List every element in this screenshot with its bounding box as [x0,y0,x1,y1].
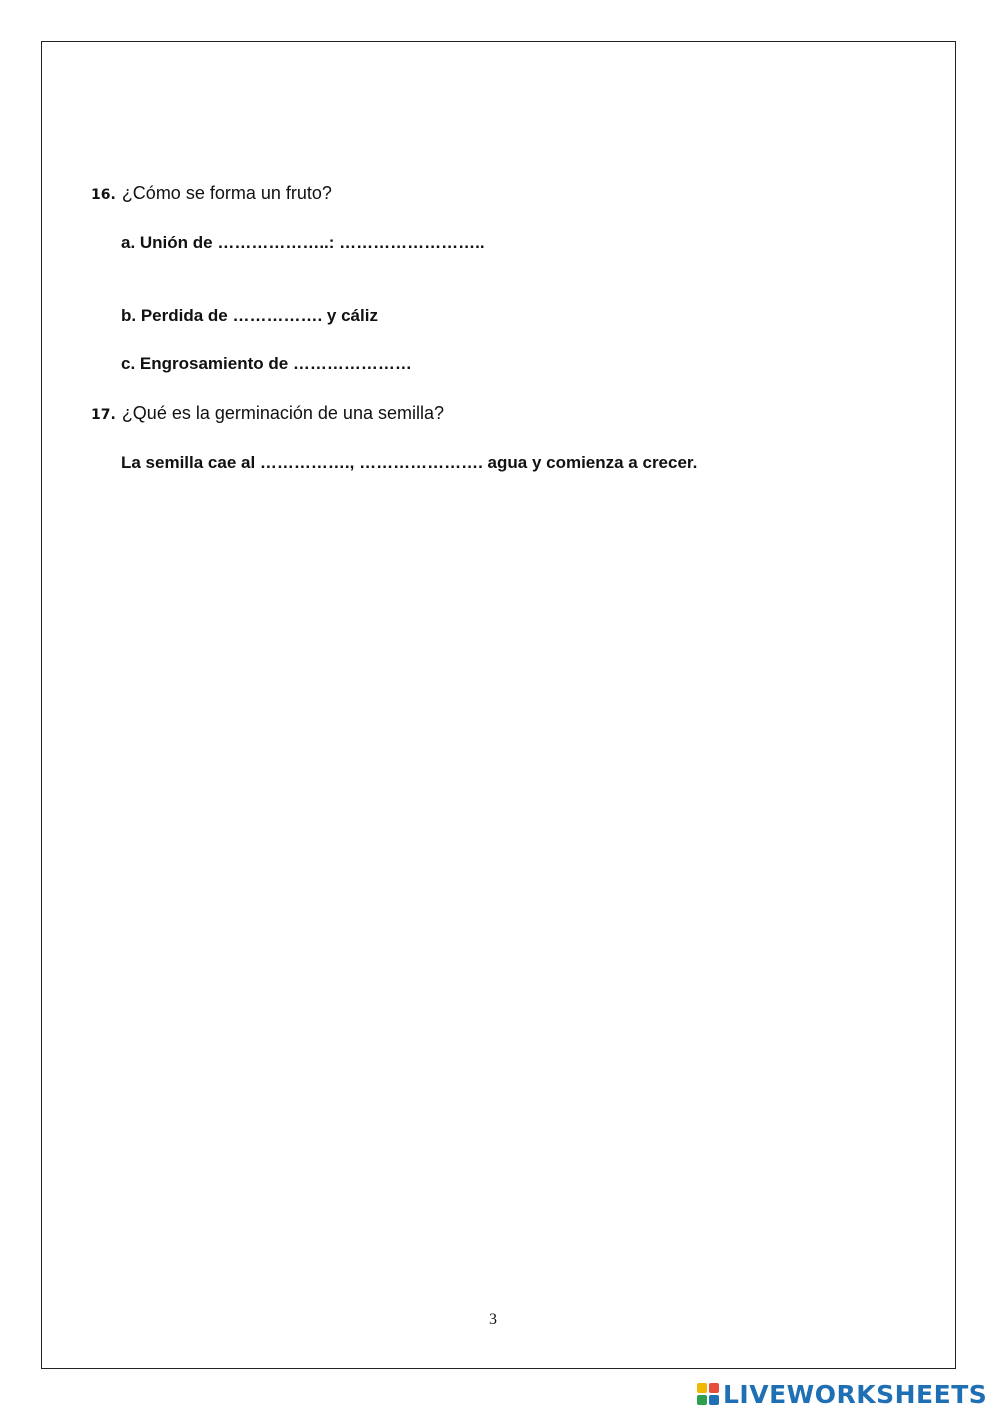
question-17 [91,403,444,424]
liveworksheets-logo-icon [697,1383,719,1405]
brand-name: LIVEWORKSHEETS [723,1379,988,1409]
logo-square-yellow [697,1383,707,1393]
question-text: ¿Cómo se forma un fruto? [121,183,332,203]
page-number: 3 [489,1311,497,1328]
answer-16-a: a. Unión de ………………..: …………………….. [121,233,485,252]
logo-square-blue [709,1395,719,1405]
question-number: 16. [91,187,116,203]
question-text: ¿Qué es la germinación de una semilla? [121,403,444,423]
answer-16-c: c. Engrosamiento de ………………… [121,354,412,373]
liveworksheets-watermark [697,1378,987,1410]
question-number: 17. [91,407,116,423]
question-16 [91,183,332,204]
logo-square-green [697,1395,707,1405]
answer-17: La semilla cae al ……………., …………………. agua y comienza a crecer. [121,453,698,472]
answer-16-b: b. Perdida de ……………. y cáliz [121,306,378,325]
logo-square-red [709,1383,719,1393]
